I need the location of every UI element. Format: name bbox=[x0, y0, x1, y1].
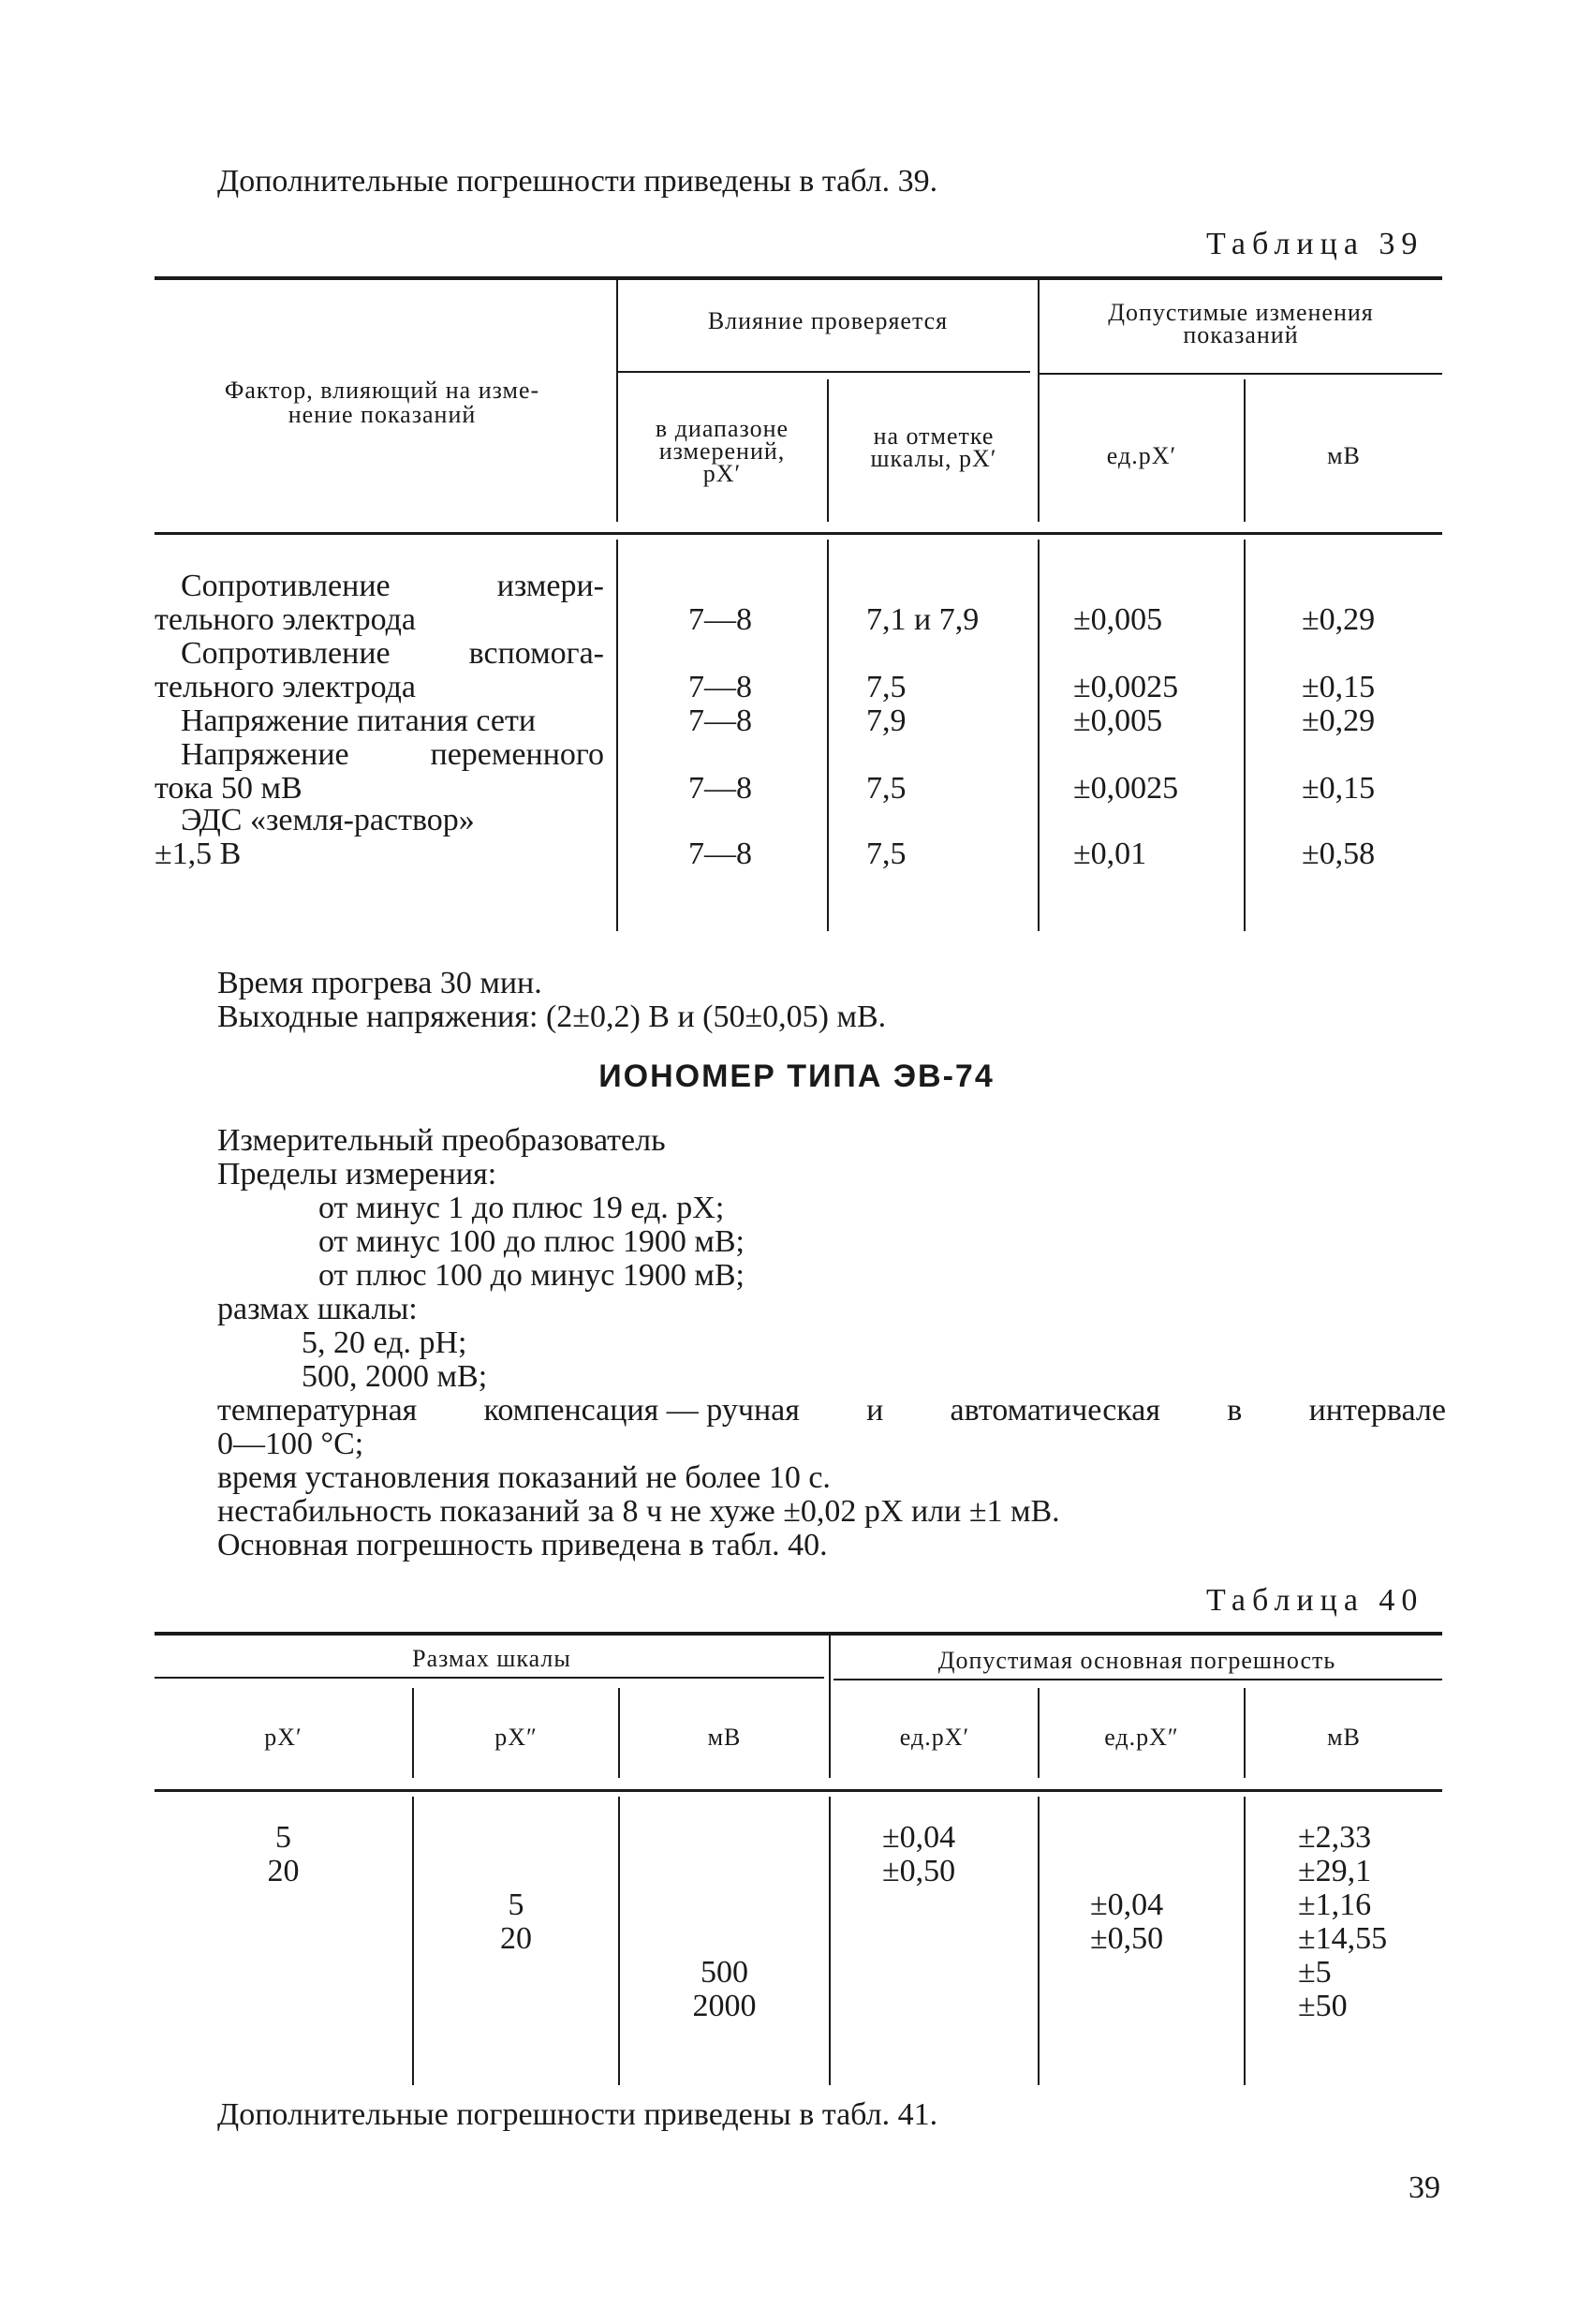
table39-factor-cell: Напряжение переменного тока 50 мВ bbox=[155, 737, 604, 806]
table40-head-range: Размах шкалы bbox=[412, 1645, 571, 1672]
table39-top-rule bbox=[155, 276, 1442, 280]
table39-mark-cell: 7,5 bbox=[866, 771, 907, 806]
section-title: ИОНОМЕР ТИПА ЭВ-74 bbox=[598, 1058, 995, 1094]
warmup-text: Время прогрева 30 мин. bbox=[217, 966, 542, 1000]
table39-factor-cell: Сопротивление измери- тельного электрода bbox=[155, 569, 604, 637]
table40-col-c6: ±2,33 ±29,1 ±1,16 ±14,55 ±5 ±50 bbox=[1298, 1820, 1388, 2023]
table39-body-vline-1 bbox=[616, 540, 618, 931]
table39-head-rule bbox=[155, 532, 1442, 535]
table39-mark-cell: 7,9 bbox=[866, 703, 907, 738]
table39-body-vline-2 bbox=[827, 540, 829, 931]
table39-range-cell: 7—8 bbox=[688, 771, 752, 806]
table39-mv-cell: ±0,29 bbox=[1302, 703, 1376, 738]
table40-top-rule bbox=[155, 1632, 1442, 1636]
spec-line: от минус 1 до плюс 19 ед. pX; bbox=[318, 1191, 725, 1225]
intro-text: Дополнительные погрешности приведены в табл. 39. bbox=[217, 164, 938, 199]
table40-head-c1: pX′ bbox=[264, 1724, 302, 1751]
table39-group-rule-a bbox=[618, 371, 1030, 373]
table40-vline-mid bbox=[829, 1636, 831, 1778]
spec-line: Измерительный преобразователь bbox=[217, 1123, 666, 1158]
table39-head-changes: Допустимые изменения показаний bbox=[1108, 299, 1374, 348]
output-voltage-text: Выходные напряжения: (2±0,2) В и (50±0,05) мВ. bbox=[217, 999, 887, 1034]
table40-head-c5: ед.pX″ bbox=[1104, 1724, 1179, 1751]
table39-mark-cell: 7,1 и 7,9 bbox=[866, 602, 980, 637]
table40-head-c4: ед.pX′ bbox=[899, 1724, 970, 1751]
table40-body-vline-3 bbox=[829, 1797, 831, 2085]
spec-line: 5, 20 ед. pH; bbox=[302, 1325, 467, 1360]
table39-head-mv: мВ bbox=[1327, 442, 1361, 469]
table39-factor-cell: ЭДС «земля-раствор» ±1,5 В bbox=[155, 803, 475, 871]
table39-head-px: ед.pX′ bbox=[1106, 442, 1177, 469]
table39-range-cell: 7—8 bbox=[688, 602, 752, 637]
table39-head-influence: Влияние проверяется bbox=[707, 307, 949, 334]
table39-px-cell: ±0,005 bbox=[1073, 602, 1163, 637]
table39-mark-cell: 7,5 bbox=[866, 670, 907, 704]
spec-line: от минус 100 до плюс 1900 мВ; bbox=[318, 1224, 745, 1259]
spec-line: нестабильность показаний за 8 ч не хуже ±0,02 pX или ±1 мВ. bbox=[217, 1494, 1060, 1529]
table40-col-c1: 5 20 bbox=[267, 1820, 300, 1888]
table40-group-rule-b bbox=[833, 1679, 1442, 1680]
table40-body-vline-4 bbox=[1038, 1797, 1040, 2085]
table40-col-c5: ±0,04 ±0,50 bbox=[1090, 1887, 1164, 1956]
table40-group-rule-a bbox=[155, 1677, 824, 1679]
spec-line: размах шкалы: bbox=[217, 1292, 418, 1326]
table39-vline-2 bbox=[827, 379, 829, 522]
spec-line: от плюс 100 до минус 1900 мВ; bbox=[318, 1258, 745, 1293]
table39-range-cell: 7—8 bbox=[688, 670, 752, 704]
page-number: 39 bbox=[1409, 2170, 1440, 2205]
table40-head-c3: мВ bbox=[707, 1724, 742, 1751]
table39-range-cell: 7—8 bbox=[688, 836, 752, 871]
table39-factor-cell: Сопротивление вспомога- тельного электрода bbox=[155, 636, 604, 704]
table39-px-cell: ±0,005 bbox=[1073, 703, 1163, 738]
table40-head-error: Допустимая основная погрешность bbox=[937, 1647, 1336, 1674]
footer-text: Дополнительные погрешности приведены в табл. 41. bbox=[217, 2097, 938, 2132]
table39-mv-cell: ±0,15 bbox=[1302, 771, 1376, 806]
spec-line: Основная погрешность приведена в табл. 40. bbox=[217, 1528, 828, 1562]
table39-head-range: в диапазоне измерений, pX′ bbox=[655, 415, 789, 487]
table39-body-vline-4 bbox=[1244, 540, 1246, 931]
table40-col-c2: 5 20 bbox=[500, 1887, 532, 1956]
table39-px-cell: ±0,0025 bbox=[1073, 670, 1179, 704]
table40-body-vline-5 bbox=[1244, 1797, 1246, 2085]
table40-col-c3: 500 2000 bbox=[692, 1955, 757, 2023]
spec-line: время установления показаний не более 10 с. bbox=[217, 1460, 831, 1495]
spec-line: 0—100 °С; bbox=[217, 1427, 364, 1461]
table40-head-c6: мВ bbox=[1327, 1724, 1361, 1751]
table39-mv-cell: ±0,29 bbox=[1302, 602, 1376, 637]
table39-mark-cell: 7,5 bbox=[866, 836, 907, 871]
table39-px-cell: ±0,0025 bbox=[1073, 771, 1179, 806]
table39-mv-cell: ±0,58 bbox=[1302, 836, 1376, 871]
spec-line: Пределы измерения: bbox=[217, 1157, 497, 1192]
table40-caption: Таблица 40 bbox=[1206, 1583, 1424, 1618]
table39-head-factor: Фактор, влияющий на изме- нение показаний bbox=[224, 377, 540, 428]
table39-mv-cell: ±0,15 bbox=[1302, 670, 1376, 704]
table39-group-rule-b bbox=[1040, 373, 1442, 375]
table40-col-c4: ±0,04 ±0,50 bbox=[882, 1820, 956, 1888]
table40-head-rule bbox=[155, 1789, 1442, 1792]
table39-body-vline-3 bbox=[1038, 540, 1040, 931]
table39-caption: Таблица 39 bbox=[1206, 227, 1424, 261]
table39-head-mark: на отметке шкалы, pX′ bbox=[870, 422, 997, 472]
table40-head-c2: pX″ bbox=[494, 1724, 538, 1751]
table39-px-cell: ±0,01 bbox=[1073, 836, 1147, 871]
table39-factor-cell: Напряжение питания сети bbox=[181, 703, 537, 738]
spec-line-justified: температурная компенсация — ручная и автоматическая в интервале bbox=[217, 1393, 1446, 1428]
table39-range-cell: 7—8 bbox=[688, 703, 752, 738]
spec-line: 500, 2000 мВ; bbox=[302, 1359, 488, 1394]
